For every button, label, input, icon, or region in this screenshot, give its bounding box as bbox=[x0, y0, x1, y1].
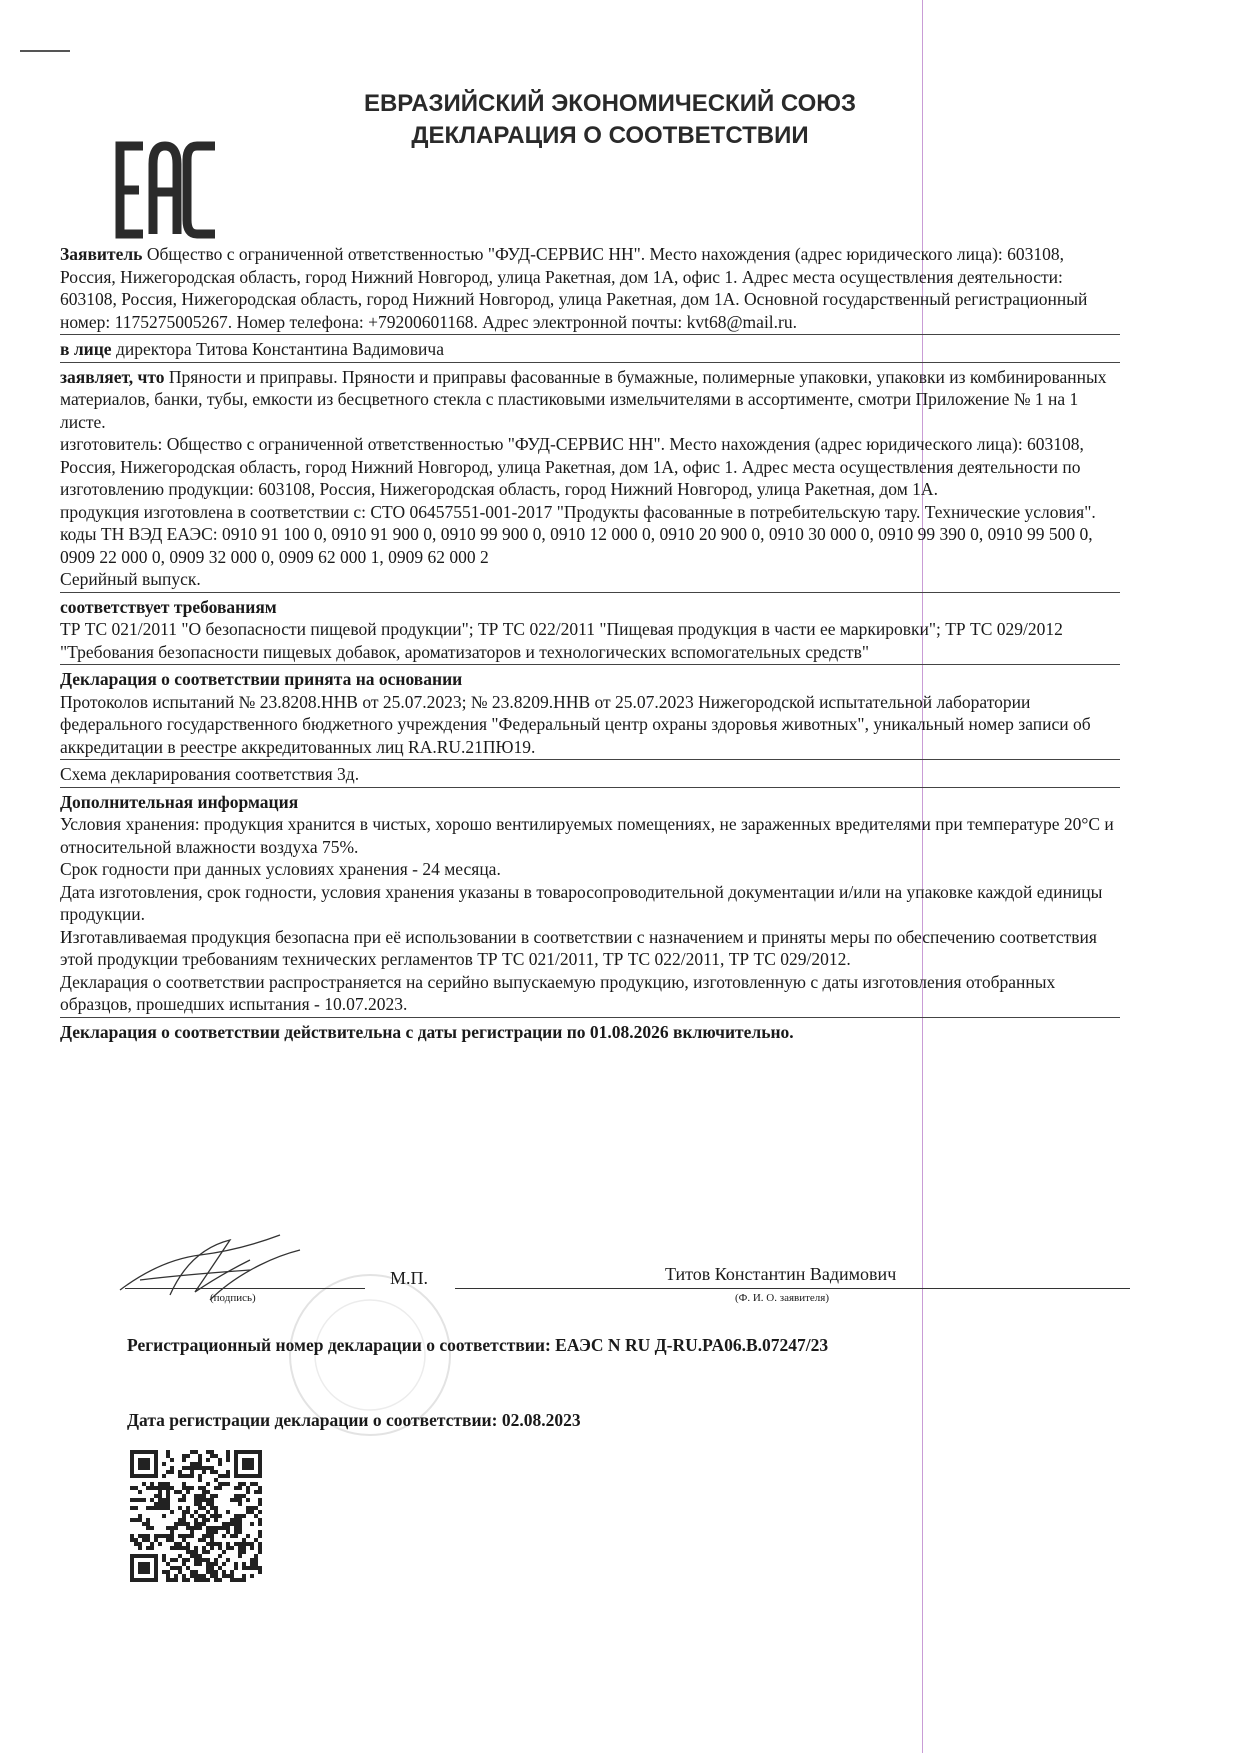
name-caption: (Ф. И. О. заявителя) bbox=[735, 1292, 830, 1304]
name-line bbox=[455, 1288, 1130, 1289]
scheme-text: Схема декларирования соответствия 3д. bbox=[60, 764, 360, 784]
document-header bbox=[330, 88, 890, 152]
applicant-text: Общество с ограниченной ответственностью "ФУД-СЕРВИС НН". Место нахождения (адрес юридического лица): 603108, Россия, Нижегородская область, город Нижний Новгород, улица Ракетная, дом 1А, офис 1. Адрес места осуществления деятельности: 603108, Россия, Нижегородская область, город Нижний Новгород, улица Ракетная, дом 1А. Основной государственный регистрационный номер: 1175275005267. Номер телефона: +79200601168. Адрес электронной почты: kvt68@mail.ru. bbox=[60, 244, 1088, 332]
storage-text: Условия хранения: продукция хранится в чистых, хорошо вентилируемых помещениях, не зараженных вредителями при температуре 20°С и относительной влажности воздуха 75%. bbox=[60, 814, 1114, 857]
basis-text: Протоколов испытаний № 23.8208.ННВ от 25.07.2023; № 23.8209.ННВ от 25.07.2023 Нижегородской испытательной лаборатории федерального государственного бюджетного учреждения "Федеральный центр охраны здоровья животных", уникальный номер записи об аккредитации в реестре аккредитованных лиц RA.RU.21ПЮ19. bbox=[60, 691, 1091, 757]
declares-section bbox=[60, 366, 1120, 593]
registration-date bbox=[127, 1410, 581, 1431]
representative-text: директора Титова Константина Вадимовича bbox=[111, 339, 444, 359]
stamp-place-label: М.П. bbox=[390, 1268, 429, 1288]
signer-name: Титов Константин Вадимович bbox=[665, 1264, 897, 1284]
product-text: Пряности и приправы. Пряности и приправы фасованные в бумажные, полимерные упаковки, упаковки из комбинированных материалов, банки, тубы, емкости из бесцветного стекла с пластиковыми измельчителями в ассортименте, смотри Приложение № 1 на 1 листе. bbox=[60, 366, 1107, 432]
header-title: ДЕКЛАРАЦИЯ О СООТВЕТСТВИИ bbox=[411, 122, 809, 149]
serial-text: Серийный выпуск. bbox=[60, 569, 201, 589]
scheme-section bbox=[60, 763, 1120, 788]
signature-caption: (подпись) bbox=[210, 1292, 256, 1304]
registration-date-label: Дата регистрации декларации о соответствии: bbox=[127, 1410, 502, 1430]
signature-line bbox=[125, 1288, 365, 1289]
representative-section bbox=[60, 338, 1120, 363]
scope-text: Декларация о соответствии распространяется на серийно выпускаемую продукцию, изготовленную с даты изготовления отобранных образцов, прошедших испытания - 10.07.2023. bbox=[60, 971, 1056, 1014]
signature-row bbox=[125, 1238, 1135, 1304]
declares-label: заявляет, что bbox=[60, 366, 165, 387]
dates-text: Дата изготовления, срок годности, условия хранения указаны в товаросопроводительной документации и/или на упаковке каждой единицы продукции. bbox=[60, 881, 1103, 924]
applicant-label: Заявитель bbox=[60, 244, 143, 264]
qr-code-icon bbox=[130, 1450, 262, 1582]
scan-mark bbox=[20, 50, 70, 52]
declaration-body bbox=[60, 243, 1120, 1043]
shelf-life-text: Срок годности при данных условиях хранения - 24 месяца. bbox=[60, 859, 501, 879]
codes-text: коды ТН ВЭД ЕАЭС: 0910 91 100 0, 0910 91 900 0, 0910 99 900 0, 0910 12 000 0, 0910 20 900 0, 0910 30 000 0, 0910 99 390 0, 0910 99 500 0, 0909 22 000 0, 0909 32 000 0, 0909 62 000 1, 0909 62 000 2 bbox=[60, 524, 1093, 567]
safety-text: Изготавливаемая продукция безопасна при её использовании в соответствии с назначением и приняты меры по обеспечению соответствия этой продукции требованиям технических регламентов ТР ТС 021/2011, ТР ТС 022/2011, ТР ТС 029/2012. bbox=[60, 926, 1097, 969]
registration-date-value: 02.08.2023 bbox=[501, 1410, 581, 1430]
eac-logo-icon bbox=[115, 140, 225, 240]
basis-section bbox=[60, 668, 1120, 760]
registration-number-value: ЕАЭС N RU Д-RU.PA06.B.07247/23 bbox=[555, 1335, 829, 1355]
standard-text: продукция изготовлена в соответствии с: СТО 06457551-001-2017 "Продукты фасованные в потребительскую тару. Технические условия". bbox=[60, 501, 1096, 522]
additional-section bbox=[60, 791, 1120, 1018]
requirements-section bbox=[60, 596, 1120, 666]
representative-label: в лице bbox=[60, 339, 112, 359]
registration-number-label: Регистрационный номер декларации о соответствии: bbox=[127, 1335, 556, 1355]
additional-label: Дополнительная информация bbox=[60, 791, 299, 812]
manufacturer-text: изготовитель: Общество с ограниченной ответственностью "ФУД-СЕРВИС НН". Место нахождения (адрес юридического лица): 603108, Россия, Нижегородская область, город Нижний Новгород, улица Ракетная, дом 1А, офис 1. Адрес места осуществления деятельности по изготовлению продукции: 603108, Россия, Нижегородская область, город Нижний Новгород, улица Ракетная, дом 1А. bbox=[60, 434, 1084, 499]
requirements-label: соответствует требованиям bbox=[60, 596, 277, 617]
header-union: ЕВРАЗИЙСКИЙ ЭКОНОМИЧЕСКИЙ СОЮЗ bbox=[363, 90, 857, 117]
applicant-section bbox=[60, 243, 1120, 335]
registration-number bbox=[127, 1335, 828, 1356]
requirements-text: ТР ТС 021/2011 "О безопасности пищевой продукции"; ТР ТС 022/2011 "Пищевая продукция в части ее маркировки"; ТР ТС 029/2012 "Требования безопасности пищевых добавок, ароматизаторов и технологических вспомогательных средств" bbox=[60, 619, 1063, 662]
validity-text: Декларация о соответствии действительна с даты регистрации по 01.08.2026 включительно. bbox=[60, 1021, 794, 1042]
basis-label: Декларация о соответствии принята на основании bbox=[60, 669, 463, 689]
